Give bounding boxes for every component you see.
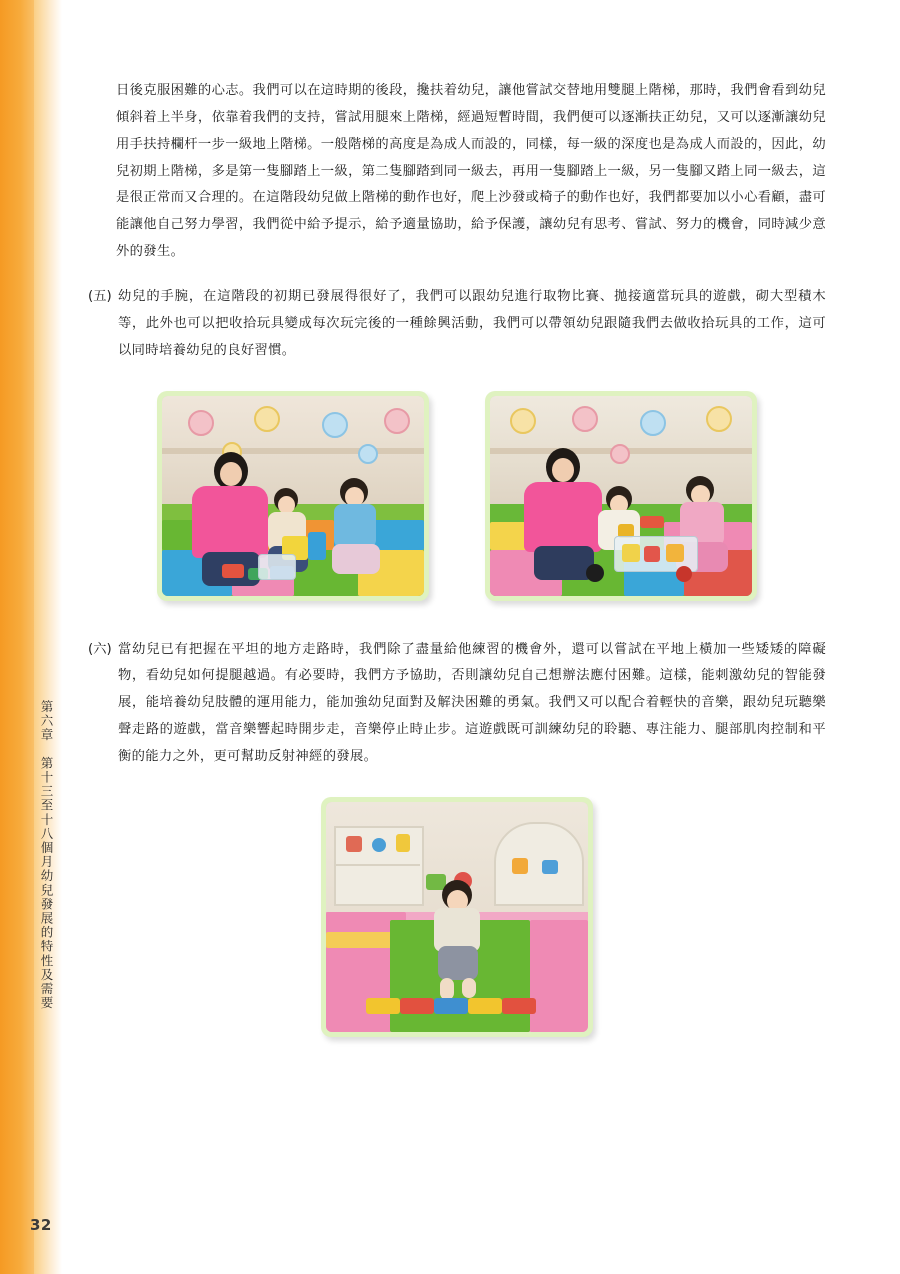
- list-item-5-text: 幼兒的手腕，在這階段的初期已發展得很好了，我們可以跟幼兒進行取物比賽、拋接適當玩具的遊戲，砌大型積木等，此外也可以把收拾玩具變成每次玩完後的一種餘興活動，我們可以帶領幼兒跟隨我們去做收拾玩具的工作，這可以同時培養幼兒的良好習慣。: [118, 289, 826, 358]
- list-item-5: [88, 284, 826, 365]
- list-item-6-marker: (六): [88, 641, 112, 657]
- photo-toddler-stepping-over-blocks: [326, 802, 588, 1032]
- photo-children-toy-storage-box: [490, 396, 752, 596]
- list-item-5-marker: (五): [88, 289, 112, 305]
- paragraph-continued: 日後克服困難的心志。我們可以在這時期的後段，攙扶着幼兒，讓他嘗試交替地用雙腿上階梯，那時，我們會看到幼兒傾斜着上半身，依靠着我們的支持，嘗試用腿來上階梯，經過短暫時間，我們便可以逐漸扶正幼兒，又可以逐漸讓幼兒用手扶持欄杆一步一級地上階梯。一般階梯的高度是為成人而設的，同樣，每一級的深度也是為成人而設的，因此，幼兒初期上階梯，多是第一隻腳踏上一級，第二隻腳踏到同一級去，再用一隻腳踏上一級，另一隻腳又踏上同一級去，這是很正常而又合理的。在這階段幼兒做上階梯的動作也好，爬上沙發或椅子的動作也好，我們都要加以小心看顧，盡可能讓他自己努力學習，我們從中給予提示，給予適量協助，給予保護，讓幼兒有思考、嘗試、努力的機會，同時減少意外的發生。: [116, 83, 826, 260]
- photo-frame-3: [321, 797, 593, 1037]
- page-number: 32: [30, 1216, 52, 1234]
- photo-caregiver-children-blocks: [162, 396, 424, 596]
- photo-frame-2: [485, 391, 757, 601]
- list-item-6: [88, 637, 826, 771]
- list-item-6-text: 當幼兒已有把握在平坦的地方走路時，我們除了盡量給他練習的機會外，還可以嘗試在平地上橫加一些矮矮的障礙物，看幼兒如何提腿越過。有必要時，我們方予協助，否則讓幼兒自己想辦法應付困難。這樣，能刺激幼兒的智能發展，能培養幼兒肢體的運用能力，能加強幼兒面對及解決困難的勇氣。我們又可以配合着輕快的音樂，跟幼兒玩聽樂聲走路的遊戲，當音樂響起時開步走，音樂停止時止步。這遊戲既可訓練幼兒的聆聽、專注能力、腿部肌肉控制和平衡的能力之外，更可幫助反射神經的發展。: [118, 641, 826, 765]
- photo-frame-1: [157, 391, 429, 601]
- chapter-running-head: 第六章 第十三至十八個月幼兒發展的特性及需要: [39, 700, 54, 1011]
- page-content: [88, 78, 826, 1037]
- photo-row-2: [88, 797, 826, 1037]
- photo-row-1: [88, 391, 826, 601]
